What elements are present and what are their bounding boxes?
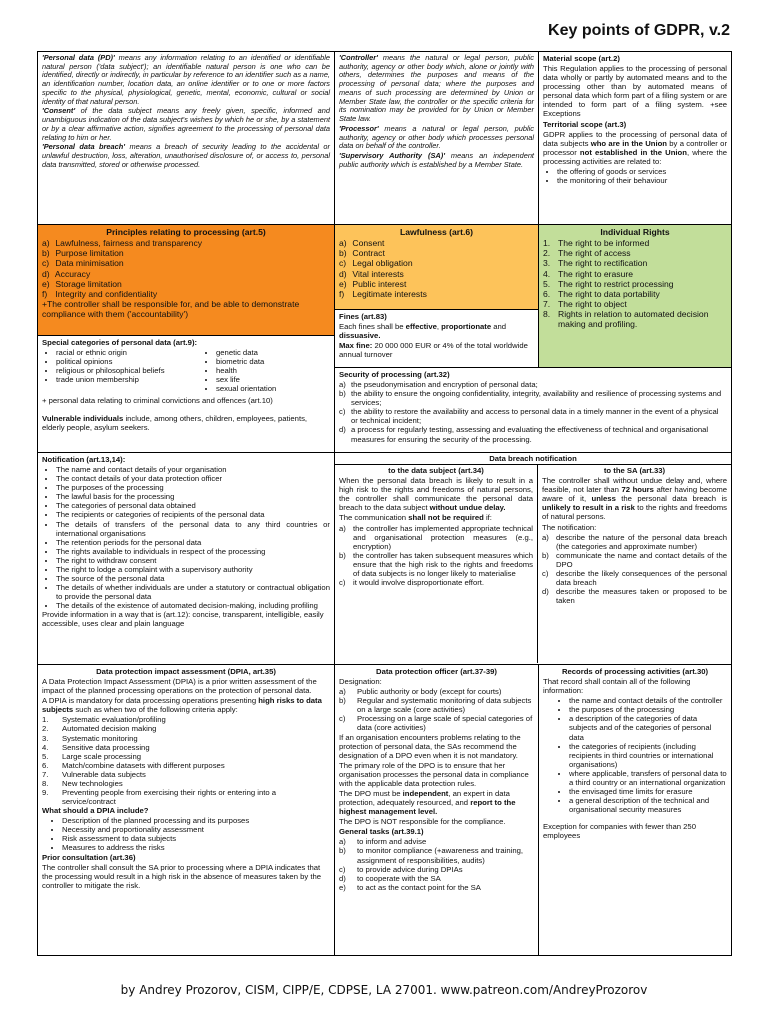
- list-item: 2. Automated decision making: [42, 724, 157, 734]
- list-item: c) describe the likely consequences of the personal data breach: [542, 568, 727, 588]
- pd-text: means any information relating to an identified or identifiable natural person ('data subject'); an identifiable natural person is one who can be identified, directly or indirectly, in particular by reference to an identifier such as a name, an identification number, location data, an online identifier or to one or more factors specific to the physical, physiological, genetic, mental, economic, cultural or social identity of that natural person.: [42, 53, 330, 106]
- dpia-include-heading: What should a DPIA include?: [42, 806, 149, 816]
- lawfulness-box: [334, 224, 539, 310]
- list-item: e) Storage limitation: [42, 278, 122, 289]
- list-item: d) to cooperate with the SA: [339, 873, 441, 883]
- list-item: • The details of whether individuals are under a statutory or contractual obligation to provide the personal data: [56, 583, 330, 601]
- dpia-heading: Data protection impact assessment (DPIA, art.35): [96, 667, 276, 676]
- list-item: 1. Systematic evaluation/profiling: [42, 715, 166, 725]
- list-item: • The source of the personal data: [56, 574, 330, 583]
- prior-consultation-heading: Prior consultation (art.36): [42, 852, 136, 862]
- breach-notification-heading: Data breach notification: [335, 453, 731, 465]
- list-item: • The name and contact details of your organisation: [56, 465, 330, 474]
- list-item: • Measures to address the risks: [62, 843, 330, 852]
- general-tasks-heading: General tasks (art.39.1): [339, 827, 424, 837]
- footer-credit: by Andrey Prozorov, CISM, CIPP/E, CDPSE, LA 27001. www.patreon.com/AndreyProzorov: [120, 983, 648, 997]
- territorial-list: [543, 167, 727, 185]
- processor-term: 'Processor': [339, 123, 379, 133]
- fines-box: Fines (art.83) Each fines shall be effective, proportionate and dissuasive. Max fine: 20 000 000 EUR or 4% of the total worldwide annual turnover: [334, 309, 539, 368]
- list-item: • The lawful basis for the processing: [56, 492, 330, 501]
- list-item: 9. Preventing people from exercising their rights or entering into a service/contract: [42, 788, 277, 807]
- principles-list: [42, 238, 330, 299]
- list-item: • The right to withdraw consent: [56, 556, 330, 565]
- rights-heading: Individual Rights: [600, 227, 670, 237]
- definitions-middle: [334, 51, 539, 225]
- list-item: • sex life: [216, 375, 330, 384]
- list-item: • sexual orientation: [216, 384, 330, 393]
- special-list-2: [202, 348, 330, 393]
- notification-heading: Notification (art.13,14):: [42, 455, 126, 464]
- principles-heading: Principles relating to processing (art.5): [106, 227, 266, 237]
- list-item: d) Vital interests: [339, 268, 404, 279]
- records-heading: Records of processing activities (art.30): [561, 667, 709, 676]
- list-item: • The contact details of your data protection officer: [56, 474, 330, 483]
- dpo-heading: Data protection officer (art.37-39): [376, 667, 497, 676]
- lawfulness-heading: Lawfulness (art.6): [399, 227, 474, 237]
- criminal-note: + personal data relating to criminal convictions and offences (art.10): [42, 396, 273, 406]
- list-item: • where applicable, transfers of personal data to a third country or an international organization: [569, 769, 727, 787]
- list-item: b) Regular and systematic monitoring of data subjects on a large scale (core activities): [339, 696, 532, 715]
- dpia-box: Data protection impact assessment (DPIA, art.35) A Data Protection Impact Assessment (DPIA) is a prior written assessment of the impact of the planned processing operations on the protection of personal data. A DPIA is mandatory for data processing operations presenting high risks to data subjects such as when two of the following criteria apply: 1. Systematic evaluation/profiling 2. Automated decision making 3. Systematic monitoring 4. Sensitive data processing 5. Large scale processing 6. Match/combine datasets with different purposes 7. Vulnerable data subjects 8. New technologies 9. Preventing people from exercising their rights or entering into a service/contract What should a DPIA include? • Description of the planned processing and its purposes • Necessity and proportionality assessment • Risk assessment to data subjects • Measures to address the risks Prior consultation (art.36) The controller shall consult the SA prior to processing where a DPIA indicates that the processing would result in a high risk in the absence of measures taken by the controller to mitigate the risk.: [37, 664, 335, 956]
- consent-text: of the data subject means any freely given, specific, informed and unambiguous indication of the data subject's wishes by which he or she, by a statement or by a clear affirmative action, signifies agreement to the processing of personal data relating to him or her.: [42, 106, 330, 142]
- list-item: e) Public interest: [339, 278, 407, 289]
- scope-box: Material scope (art.2) This Regulation applies to the processing of personal data wholly or partly by automated means and to the processing other than by automated means of personal data which form part of a filing system or are intended to form part of a filing system. +see Exceptions Territorial scope (art.3) GDPR applies to the processing of personal data of data subjects who are in the Union by a controller or processor not established in the Union, where the processing activities are related to: • the offering of goods or services • the monitoring of their behaviour: [538, 51, 732, 225]
- list-item: b) Purpose limitation: [42, 248, 124, 259]
- list-item: • The categories of personal data obtained: [56, 501, 330, 510]
- processor-text: means a natural or legal person, public authority, agency or other body which processes personal data on behalf of the controller.: [339, 123, 534, 151]
- list-item: b) Contract: [339, 248, 385, 259]
- controller-term: 'Controller': [339, 53, 378, 62]
- breach-to-sa: to the SA (art.33) The controller shall without undue delay and, where feasible, not later than 72 hours after having become aware of it, unless the personal data breach is unlikely to result in a risk to the rights and freedoms of natural persons. The notification: a) describe the nature of the personal data breach (the categories and approximate number) b) communicate the name and contact details of the DPO c) describe the likely consequences of the personal data breach d) describe the measures taken or proposed to be taken: [542, 466, 728, 606]
- list-item: • genetic data: [216, 348, 330, 357]
- special-heading: Special categories of personal data (art.9):: [42, 338, 198, 347]
- sa-term: 'Supervisory Authority (SA)': [339, 151, 445, 161]
- security-box: [334, 367, 732, 453]
- list-item: • Risk assessment to data subjects: [62, 834, 330, 843]
- list-item: d) describe the measures taken or proposed to be taken: [542, 587, 727, 606]
- list-item: c) Legal obligation: [339, 258, 413, 269]
- list-item: • the monitoring of their behaviour: [557, 176, 727, 185]
- list-item: 6. The right to data portability: [543, 288, 660, 299]
- controller-text: means the natural or legal person, public authority, agency or other body which, alone or jointly with others, determines the purposes and means of the processing of personal data; where the purposes and means of such processing are determined by Union or Member State law, the controller or the specific criteria for its nomination may be provided for by Union or Member State law.: [339, 53, 534, 124]
- list-item: 3. Systematic monitoring: [42, 733, 138, 743]
- list-item: • the purposes of the processing: [569, 705, 727, 714]
- list-item: • racial or ethnic origin: [56, 348, 202, 357]
- list-item: 4. Sensitive data processing: [42, 742, 150, 752]
- list-item: • a general description of the technical and organisational security measures: [569, 796, 727, 814]
- list-item: • a description of the categories of data subjects and of the categories of personal data: [569, 714, 727, 741]
- consent-term: 'Consent': [42, 106, 76, 116]
- list-item: 8. Rights in relation to automated decision making and profiling.: [543, 309, 709, 330]
- list-item: a) Public authority or body (except for courts): [339, 687, 502, 697]
- list-item: a) the controller has implemented appropriate technical and organisational protection measures (e.g., encryption): [339, 523, 533, 551]
- dpo-box: Data protection officer (art.37-39) Designation: a) Public authority or body (except for courts) b) Regular and systematic monitoring of data subjects on a large scale (core activities) c) Processing on a large scale of special categories of data (core activities) If an organisation encounters problems relating to the protection of personal data, the SAs recommend the designation of a DPO even when it is not mandatory. The primary role of the DPO is to ensure that her organisation processes the personal data in compliance with the applicable data protection rules. The DPO must be independent, an expert in data protection, adequately resourced, and report to the highest management level. The DPO is NOT responsible for the compliance. General tasks (art.39.1) a) to inform and advise b) to monitor compliance (+awareness and training, assignment of responsibilities, audits) c) to provide advice during DPIAs d) to cooperate with the SA e) to act as the contact point for the SA: [334, 664, 539, 956]
- list-item: • The details of the existence of automated decision-making, including profiling: [56, 601, 330, 610]
- definitions-left: [37, 51, 335, 225]
- breach-notification-box: [334, 452, 732, 665]
- list-item: • The rights available to individuals in respect of the processing: [56, 547, 330, 556]
- notification-note: Provide information in a way that is (art.12): concise, transparent, intelligible, easily accessible, uses clear and plain language: [42, 610, 324, 629]
- breach-term: 'Personal data breach': [42, 142, 126, 152]
- list-item: • The recipients or categories of recipients of the personal data: [56, 510, 330, 519]
- list-item: b) the ability to ensure the ongoing confidentiality, integrity, availability and resilience of processing systems and services;: [339, 389, 722, 408]
- list-item: b) the controller has taken subsequent measures which ensure that the high risk to the rights and freedoms of data subjects is no longer likely to materialise: [339, 550, 533, 578]
- list-item: 4. The right to erasure: [543, 268, 633, 279]
- list-item: 3. The right to rectification: [543, 258, 648, 269]
- list-item: • political opinions: [56, 357, 202, 366]
- list-item: 6. Match/combine datasets with different purposes: [42, 760, 225, 770]
- security-heading: Security of processing (art.32): [339, 370, 450, 379]
- list-item: d) a process for regularly testing, assessing and evaluating the effectiveness of technical and organisational measures for ensuring the security of the processing.: [339, 425, 709, 444]
- special-list-1: [42, 348, 202, 384]
- accountability-note: +The controller shall be responsible for, and be able to demonstrate compliance with them ('accountability'): [42, 298, 300, 320]
- breach-text: means a breach of security leading to the accidental or unlawful destruction, loss, alteration, unauthorised disclosure of, or access to, personal data transmitted, stored or otherwise processed.: [42, 142, 330, 169]
- list-item: d) Accuracy: [42, 268, 91, 279]
- list-item: • trade union membership: [56, 375, 202, 384]
- list-item: f) Legitimate interests: [339, 288, 427, 299]
- records-box: Records of processing activities (art.30) That record shall contain all of the following information: • the name and contact details of the controller • the purposes of the processing • a description of the categories of data subjects and of the categories of personal data • the categories of recipients (including recipients in third countries or international organisations) • where applicable, transfers of personal data to a third country or an international organization • the envisaged time limits for erasure • a general description of the technical and organisational security measures Exception for companies with fewer than 250 employees: [538, 664, 732, 956]
- list-item: 1. The right to be informed: [543, 238, 650, 249]
- list-item: 7. The right to object: [543, 298, 627, 309]
- list-item: a) Lawfulness, fairness and transparency: [42, 238, 203, 249]
- list-item: • the categories of recipients (including recipients in third countries or international organisations): [569, 742, 727, 769]
- list-item: c) it would involve disproportionate effort.: [339, 578, 485, 588]
- list-item: • biometric data: [216, 357, 330, 366]
- list-item: c) Processing on a large scale of special categories of data (core activities): [339, 714, 533, 733]
- list-item: 7. Vulnerable data subjects: [42, 769, 146, 779]
- list-item: c) to provide advice during DPIAs: [339, 864, 463, 874]
- principles-box: [37, 224, 335, 336]
- list-item: • The purposes of the processing: [56, 483, 330, 492]
- list-item: a) to inform and advise: [339, 837, 427, 847]
- list-item: c) the ability to restore the availability and access to personal data in a timely manner in the event of a physical or technical incident;: [339, 407, 719, 426]
- list-item: e) to act as the contact point for the SA: [339, 882, 481, 892]
- page-title: Key points of GDPR, v.2: [548, 22, 730, 39]
- list-item: • Description of the planned processing and its purposes: [62, 816, 330, 825]
- material-scope-text: This Regulation applies to the processing of personal data wholly or partly by automated means and to the processing other than by automated means of personal data which form part of a filing system or are intended to form part of a filing system. +see Exceptions: [543, 64, 727, 119]
- fines-heading: Fines (art.83): [339, 312, 387, 321]
- rights-box: [538, 224, 732, 368]
- list-item: • The details of transfers of the personal data to any third countries or international organisations: [56, 520, 330, 538]
- list-item: • The retention periods for the personal data: [56, 538, 330, 547]
- list-item: c) Data minimisation: [42, 258, 124, 269]
- list-item: • the offering of goods or services: [557, 167, 727, 176]
- list-item: 2. The right of access: [543, 248, 631, 259]
- list-item: • health: [216, 366, 330, 375]
- list-item: 5. Large scale processing: [42, 751, 142, 761]
- list-item: • the envisaged time limits for erasure: [569, 787, 727, 796]
- notification-list: [42, 465, 330, 610]
- list-item: 5. The right to restrict processing: [543, 278, 674, 289]
- breach-to-subject: to the data subject (art.34) When the personal data breach is likely to result in a high risk to the rights and freedoms of natural persons, the controller shall communicate the personal data breach to the data subject without undue delay. The communication shall not be required if: a) the controller has implemented appropriate technical and organisational protection measures (e.g., encryption) b) the controller has taken subsequent measures which ensure that the high risk to the rights and freedoms of data subjects is no longer likely to materialise c) it would involve disproportionate effort.: [335, 465, 538, 663]
- list-item: • the name and contact details of the controller: [569, 696, 727, 705]
- territorial-scope-heading: Territorial scope (art.3): [543, 119, 627, 129]
- list-item: • Necessity and proportionality assessment: [62, 825, 330, 834]
- list-item: b) to monitor compliance (+awareness and training, assignment of responsibilities, audits): [339, 846, 524, 865]
- material-scope-heading: Material scope (art.2): [543, 54, 620, 63]
- sa-text: means an independent public authority which is established by a Member State.: [339, 151, 534, 169]
- list-item: 8. New technologies: [42, 778, 123, 788]
- list-item: a) the pseudonymisation and encryption of personal data;: [339, 380, 538, 390]
- special-categories-box: Special categories of personal data (art.9): • racial or ethnic origin • political opinions • religious or philosophical beliefs • trade union membership • genetic data • biometric data • health • sex life • sexual orientation + personal data relating to criminal convictions and offences (art.10) Vulnerable individuals include, among others, children, employees, patients, elderly people, asylum seekers.: [37, 335, 335, 453]
- list-item: b) communicate the name and contact details of the DPO: [542, 550, 727, 569]
- list-item: f) Integrity and confidentiality: [42, 288, 158, 299]
- pd-term: 'Personal data (PD)': [42, 53, 115, 62]
- list-item: a) Consent: [339, 238, 385, 249]
- notification-box: [37, 452, 335, 665]
- records-exception: Exception for companies with fewer than 250 employees: [543, 822, 696, 841]
- list-item: • The right to lodge a complaint with a supervisory authority: [56, 565, 330, 574]
- list-item: • religious or philosophical beliefs: [56, 366, 202, 375]
- list-item: a) describe the nature of the personal data breach (the categories and approximate number): [542, 532, 727, 551]
